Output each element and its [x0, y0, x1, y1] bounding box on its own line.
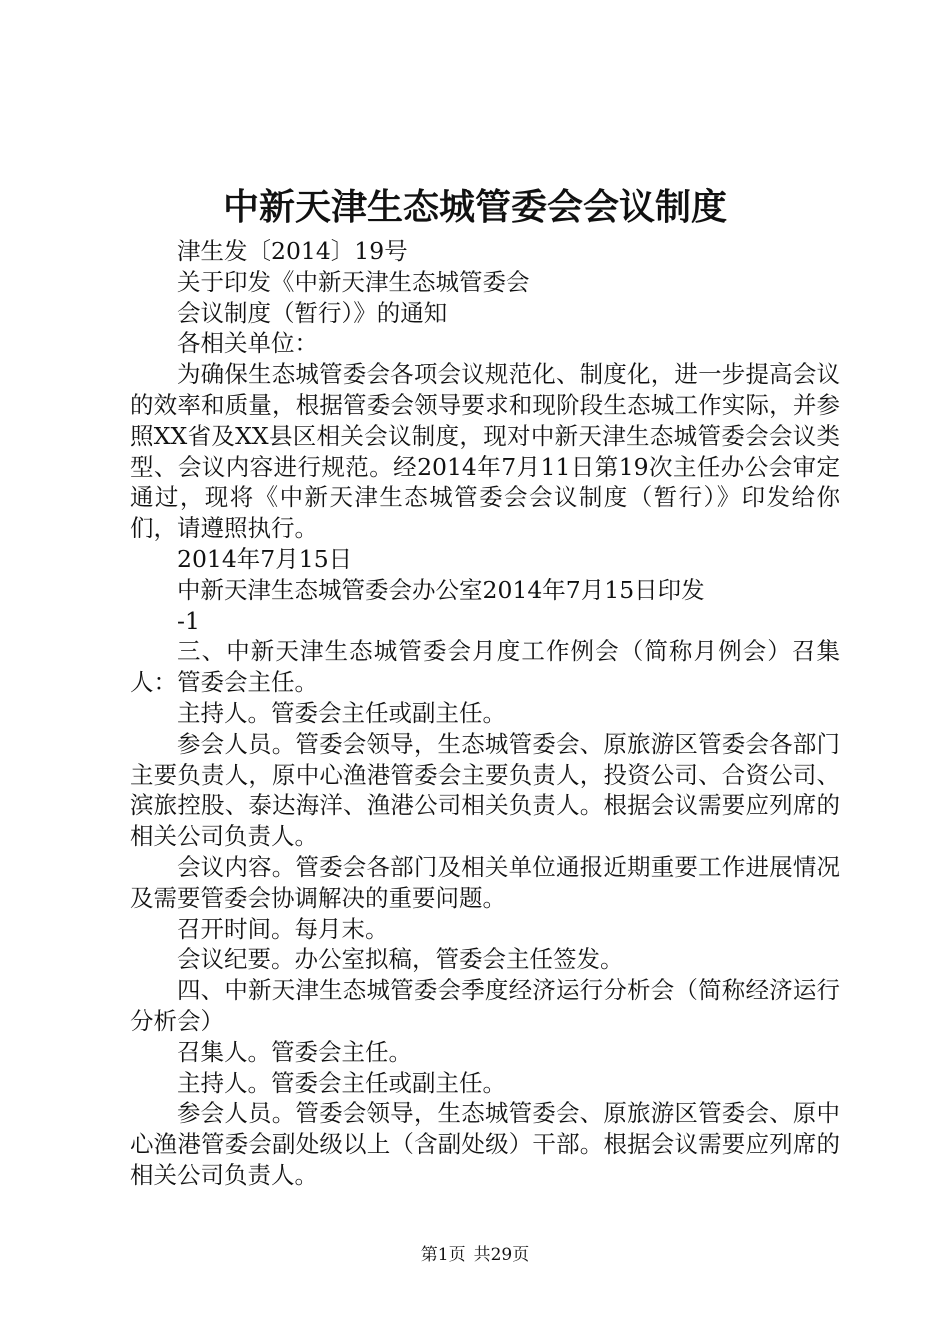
- section-four-convener: 召集人。管委会主任。: [177, 1037, 412, 1066]
- page-total: 共29页: [473, 1245, 530, 1265]
- page-number: 第1页: [420, 1245, 466, 1265]
- document-body: [130, 236, 840, 1191]
- notice-date: 2014年7月15日: [177, 544, 353, 573]
- section-four-host: 主持人。管委会主任或副主任。: [177, 1068, 506, 1097]
- issuing-office: 中新天津生态城管委会办公室2014年7月15日印发: [177, 575, 705, 604]
- notice-paragraph: 为确保生态城管委会各项会议规范化、制度化，进一步提高会议的效率和质量，根据管委会领导要求和现阶段生态城工作实际，并参照XX省及XX县区相关会议制度，现对中新天津生态城管委会会议类型、会议内容进行规范。经2014年7月11日第19次主任办公会审定通过，现将《中新天津生态城管委会会议制度（暂行）》印发给你们，请遵照执行。: [130, 360, 840, 543]
- section-three-time: 召开时间。每月末。: [177, 914, 389, 943]
- section-three-attendees: 参会人员。管委会领导，生态城管委会、原旅游区管委会各部门主要负责人，原中心渔港管委会主要负责人，投资公司、合资公司、滨旅控股、泰达海洋、渔港公司相关负责人。根据会议需要应列席的相关公司负责人。: [130, 729, 840, 851]
- document-number: 津生发〔2014〕19号: [177, 237, 408, 265]
- page-marker: -1: [177, 606, 200, 635]
- section-three-host: 主持人。管委会主任或副主任。: [177, 698, 506, 727]
- document-title: 中新天津生态城管委会会议制度: [222, 187, 727, 228]
- section-three-heading: 三、中新天津生态城管委会月度工作例会（简称月例会）召集人：管委会主任。: [130, 637, 840, 697]
- salutation: 各相关单位：: [177, 329, 318, 358]
- notice-heading-line-1: 关于印发《中新天津生态城管委会: [177, 267, 530, 296]
- page-footer: [0, 1243, 950, 1267]
- section-three-minutes: 会议纪要。办公室拟稿，管委会主任签发。: [177, 945, 624, 974]
- section-four-heading: 四、中新天津生态城管委会季度经济运行分析会（简称经济运行分析会）: [130, 976, 840, 1035]
- notice-heading-line-2: 会议制度（暂行）》的通知: [177, 298, 448, 327]
- section-four-attendees: 参会人员。管委会领导，生态城管委会、原旅游区管委会、原中心渔港管委会副处级以上（含副处级）干部。根据会议需要应列席的相关公司负责人。: [130, 1099, 840, 1189]
- section-three-content: 会议内容。管委会各部门及相关单位通报近期重要工作进展情况及需要管委会协调解决的重要问题。: [130, 852, 840, 912]
